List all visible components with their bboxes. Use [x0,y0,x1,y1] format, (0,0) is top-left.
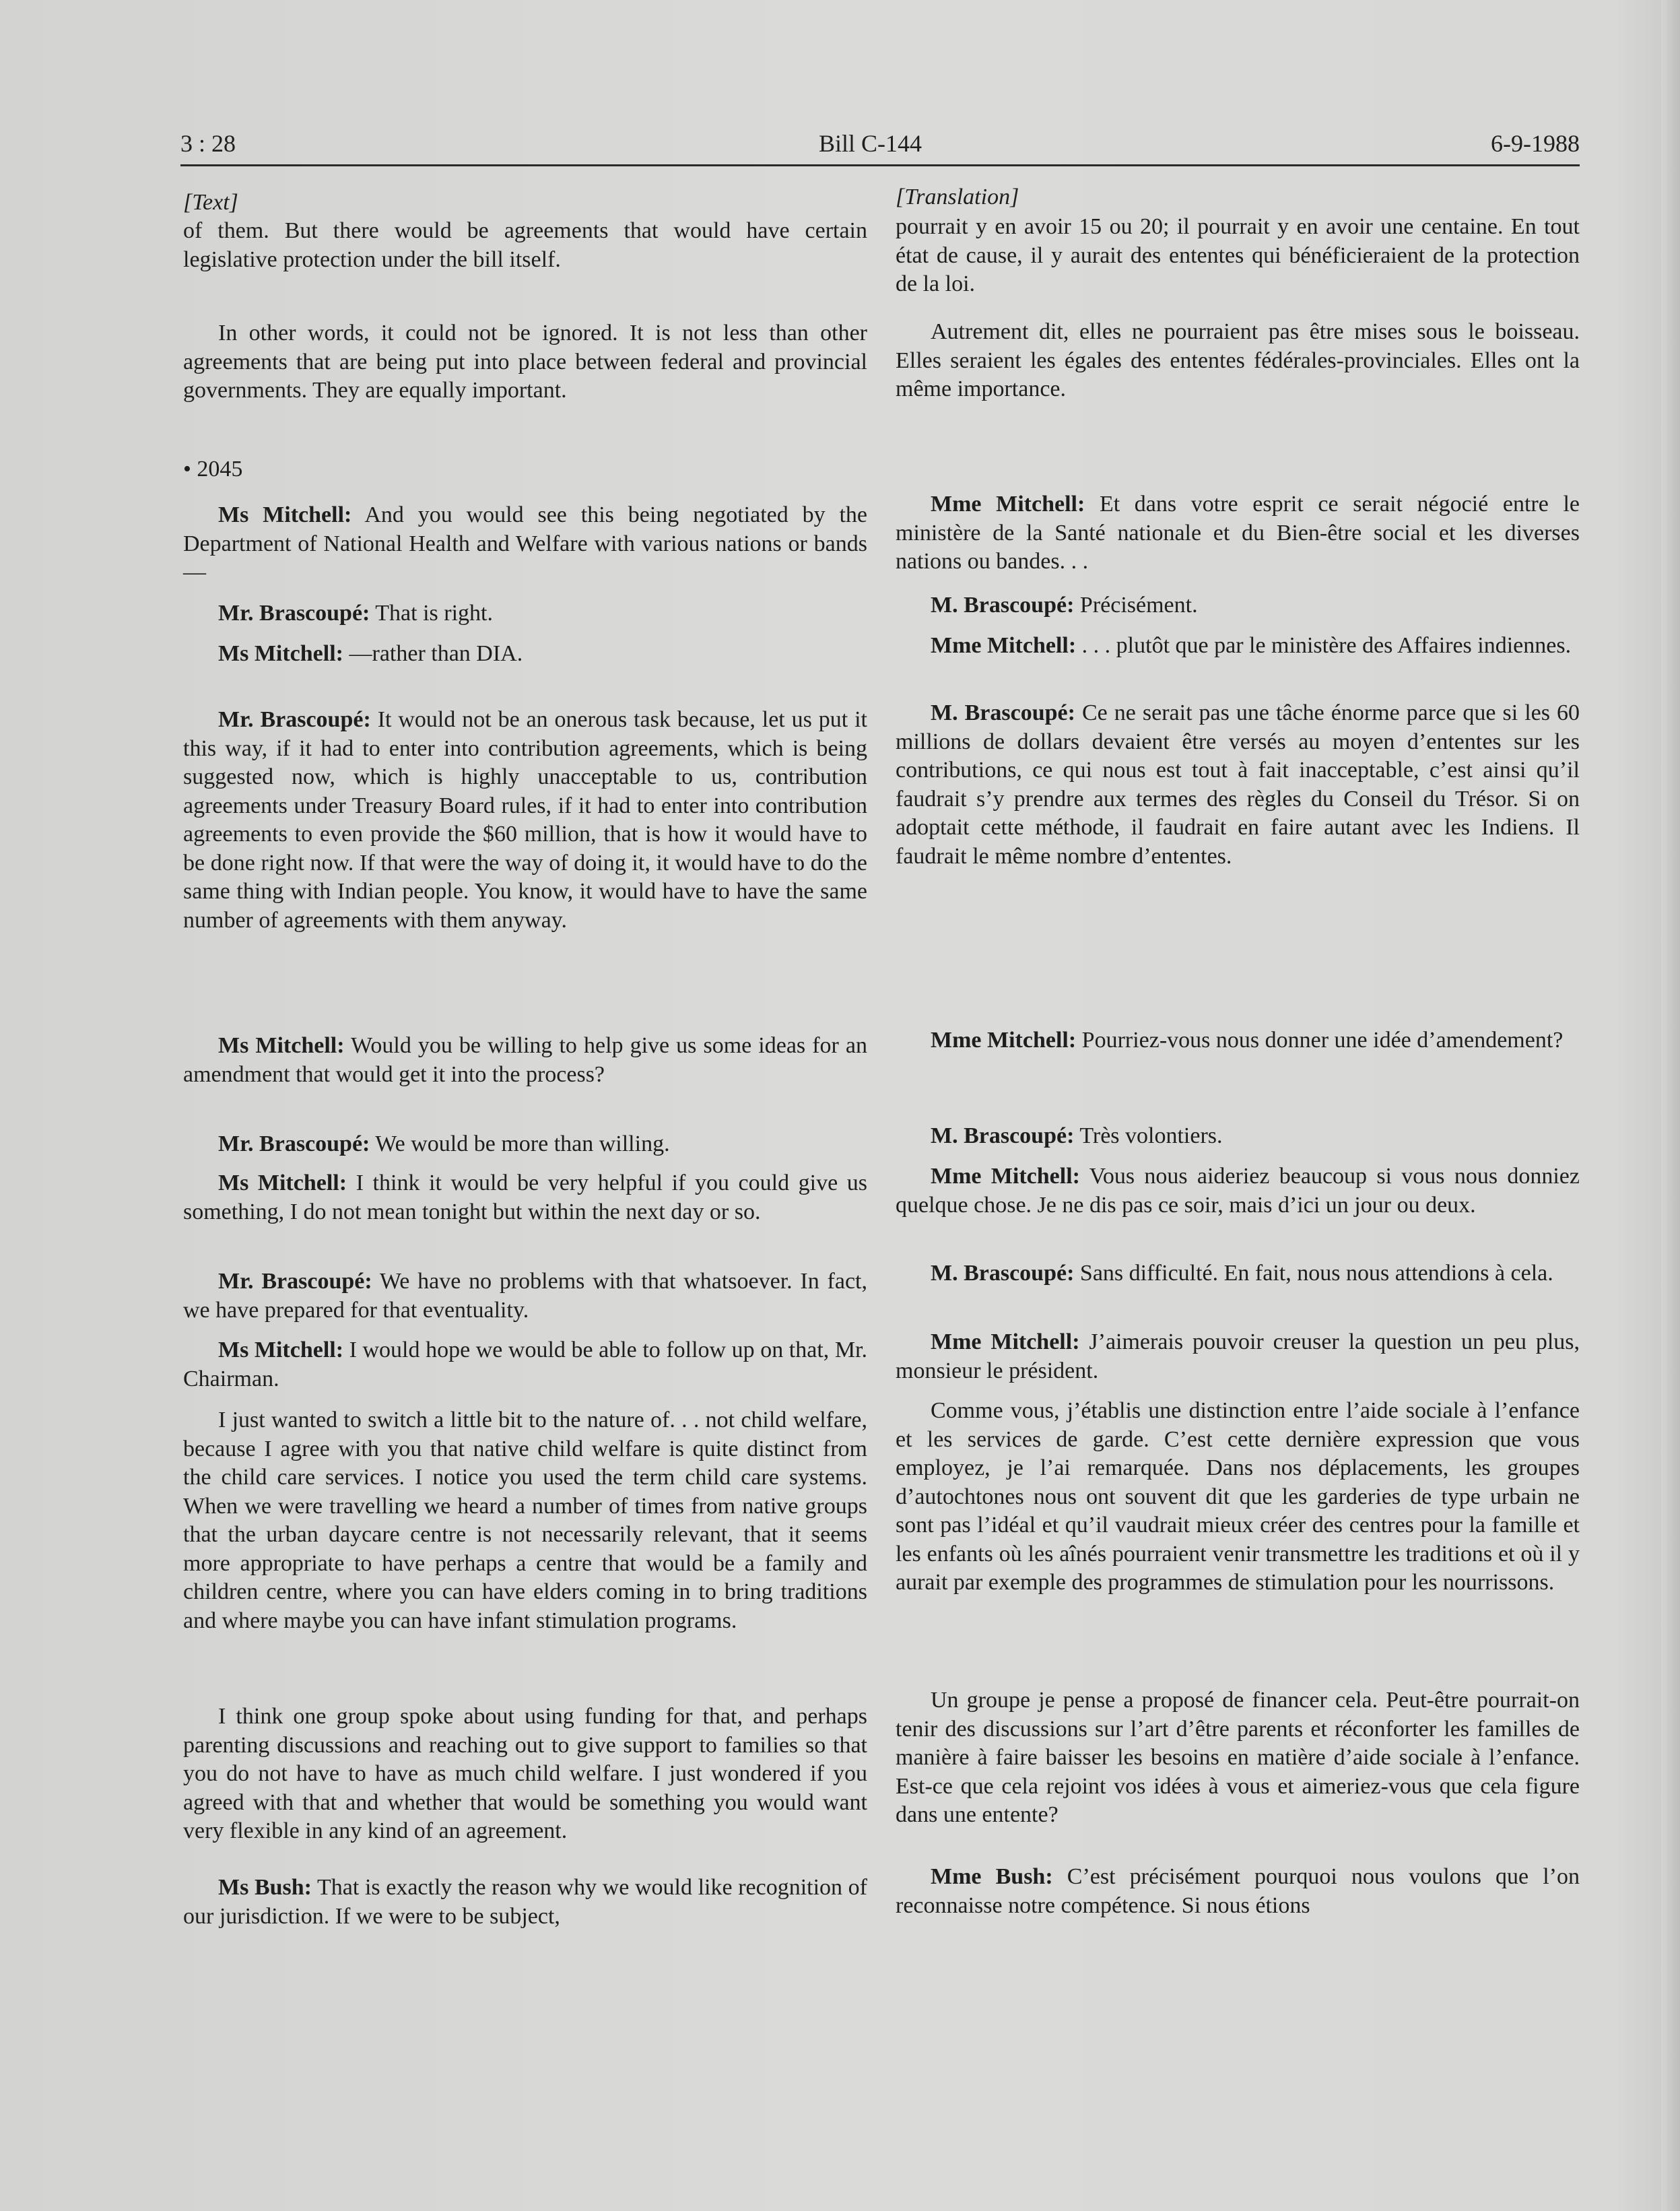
paragraph: In other words, it could not be ignored. It is not less than other agreements that are being put into place between federal and provincial governments. They are equally important. [183,321,867,403]
speech-text: Et dans votre esprit ce serait négocié entre le ministère de la Santé nationale et du Bien-être social et les diverses nations ou bandes. . . [896,492,1580,574]
paragraph: Comme vous, j’établis une distinction entre l’aide sociale à l’enfance et les services de garde. C’est cette dernière expression que vous employez, je l’ai remarquée. Dans nos déplacements, les groupes d’autochtones nous ont souvent dit que les garderies de type urbain ne sont pas l’idéal et qu’il vaudrait mieux créer des centres pour la famille et les enfants où les aînés pourraient venir transmettre les traditions et où il y aurait par exemple des programmes de stimulation pour les nourrissons. [896,1398,1580,1595]
time-marker: • 2045 [183,457,243,482]
paragraph: pourrait y en avoir 15 ou 20; il pourrait y en avoir une centaine. En tout état de cause, il y aurait des ententes qui bénéficieraient de la protection de la loi. [896,214,1580,296]
page-edge [1661,0,1680,2211]
speech-paragraph [896,1863,1580,1920]
speaker-label: Mme Mitchell: [931,1028,1077,1053]
paragraph: I just wanted to switch a little bit to the nature of. . . not child welfare, because I agree with you that native child welfare is quite distinct from the child care services. I notice you used the term child care systems. When we were travelling we heard a number of times from native groups that the urban daycare centre is not necessarily relevant, that it seems more appropriate to have perhaps a centre that would be a family and children centre, where you can have elders coming in to bring traditions and where maybe you can have infant stimulation programs. [183,1408,867,1633]
speech-text: . . . plutôt que par le ministère des Affaires indiennes. [1081,633,1572,658]
speech-paragraph [183,1130,867,1159]
speaker-label: M. Brascoupé: [931,700,1075,725]
speech-text: And you would see this being negotiated by the Department of National Health and Welfare with various nations or bands— [183,502,867,585]
speaker-label: Ms Mitchell: [218,1033,345,1058]
speech-paragraph [896,591,1580,620]
page-header [180,129,1580,163]
speaker-label: Mme Mitchell: [931,1329,1080,1354]
speech-paragraph [896,1162,1580,1220]
speaker-label: Mme Bush: [931,1864,1053,1889]
speech-text: Très volontiers. [1079,1123,1223,1148]
speaker-label: Ms Mitchell: [218,502,352,527]
bill-title: Bill C-144 [819,130,922,157]
speech-text: Vous nous aideriez beaucoup si vous nous donniez quelque chose. Je ne dis pas ce soir, mais d’ici un jour ou deux. [896,1164,1580,1218]
speaker-label: Mme Mitchell: [931,492,1085,517]
speech-paragraph [183,706,867,935]
speech-text: That is exactly the reason why we would like recognition of our jurisdiction. If we were to be subject, [183,1875,867,1929]
speaker-label: Mr. Brascoupé: [218,1269,372,1294]
speech-text: That is right. [375,601,493,626]
speaker-label: Mme Mitchell: [931,633,1077,658]
speech-text: It would not be an onerous task because, let us put it this way, if it had to enter into contribution agreements, which is being suggested now, which is highly unacceptable to us, contribution agreements under Treasury Board rules, if it had to enter into contribution agreements to even provide the $60 million, that is how it would have to be done right now. If that were the way of doing it, it would have to do the same thing with Indian people. You know, it would have to have the same number of agreements with them anyway. [183,707,867,933]
speech-text: Ce ne serait pas une tâche énorme parce que si les 60 millions de dollars devaient être versés au moyen d’ententes sur les contributions, ce qui nous est tout à fait inacceptable, c’est ainsi qu’il faudrait s’y prendre aux termes des règles du Conseil du Trésor. Si on adoptait cette méthode, il faudrait en faire autant avec les Indiens. Il faudrait le même nombre d’ententes. [896,700,1580,869]
speech-paragraph [896,1259,1580,1288]
speech-text: I think it would be very helpful if you could give us something, I do not mean tonight but within the next day or so. [183,1170,867,1224]
speech-text: —rather than DIA. [349,641,523,666]
speech-paragraph [896,490,1580,576]
speech-paragraph [183,1874,867,1931]
speech-paragraph [896,1026,1580,1055]
paragraph: of them. But there would be agreements that would have certain legislative protection under the bill itself. [183,218,867,272]
page-number: 3 : 28 [180,130,236,157]
speech-paragraph [183,1336,867,1393]
speaker-label: M. Brascoupé: [931,1123,1075,1148]
speech-paragraph [183,640,867,669]
text-tag: [Text] [183,190,238,215]
speech-text: I would hope we would be able to follow up on that, Mr. Chairman. [183,1338,868,1391]
speech-paragraph [183,1032,867,1089]
speech-paragraph [183,1169,867,1226]
speech-text: C’est précisément pourquoi nous voulons que l’on reconnaisse notre compétence. Si nous étions [896,1864,1580,1918]
speech-paragraph [896,632,1580,661]
paragraph: Un groupe je pense a proposé de financer cela. Peut-être pourrait-on tenir des discussions sur l’art d’être parents et réconforter les familles de manière à faire baisser les besoins en matière d’aide sociale à l’enfance. Est-ce que cela rejoint vos idées à vous et aimeriez-vous que cela figure dans une entente? [896,1688,1580,1827]
speech-paragraph [896,699,1580,871]
speaker-label: Mr. Brascoupé: [218,1131,370,1156]
speech-paragraph [896,1328,1580,1385]
speech-text: Précisément. [1079,593,1198,618]
speech-text: Pourriez-vous nous donner une idée d’amendement? [1081,1028,1564,1053]
speech-text: We would be more than willing. [375,1131,670,1156]
speaker-label: Ms Mitchell: [218,1338,344,1362]
speech-paragraph [183,599,867,628]
speaker-label: Ms Mitchell: [218,641,343,666]
speech-text: J’aimerais pouvoir creuser la question un peu plus, monsieur le président. [896,1329,1580,1383]
speech-paragraph [183,501,867,587]
page-date: 6-9-1988 [1491,130,1580,157]
header-rule [180,164,1580,166]
translation-tag: [Translation] [896,185,1019,209]
speaker-label: Mr. Brascoupé: [218,601,370,626]
speaker-label: M. Brascoupé: [931,1261,1075,1286]
speech-paragraph [896,1122,1580,1151]
speaker-label: Ms Bush: [218,1875,312,1900]
speaker-label: Mme Mitchell: [931,1164,1080,1189]
speech-text: Would you be willing to help give us some ideas for an amendment that would get it into the process? [183,1033,867,1087]
paragraph: I think one group spoke about using funding for that, and perhaps parenting discussions and reaching out to give support to families so that you do not have to have as much child welfare. I just wondered if you agreed with that and whether that would be something you would want very flexible in any kind of an agreement. [183,1704,867,1843]
speech-text: Sans difficulté. En fait, nous nous attendions à cela. [1079,1261,1553,1286]
paragraph: Autrement dit, elles ne pourraient pas être mises sous le boisseau. Elles seraient les égales des ententes fédérales-provinciales. Elles ont la même importance. [896,319,1580,401]
speaker-label: M. Brascoupé: [931,593,1075,618]
speech-paragraph [183,1267,867,1325]
speaker-label: Mr. Brascoupé: [218,707,371,732]
speaker-label: Ms Mitchell: [218,1170,347,1195]
speech-text: We have no problems with that whatsoever. In fact, we have prepared for that eventuality. [183,1269,867,1323]
